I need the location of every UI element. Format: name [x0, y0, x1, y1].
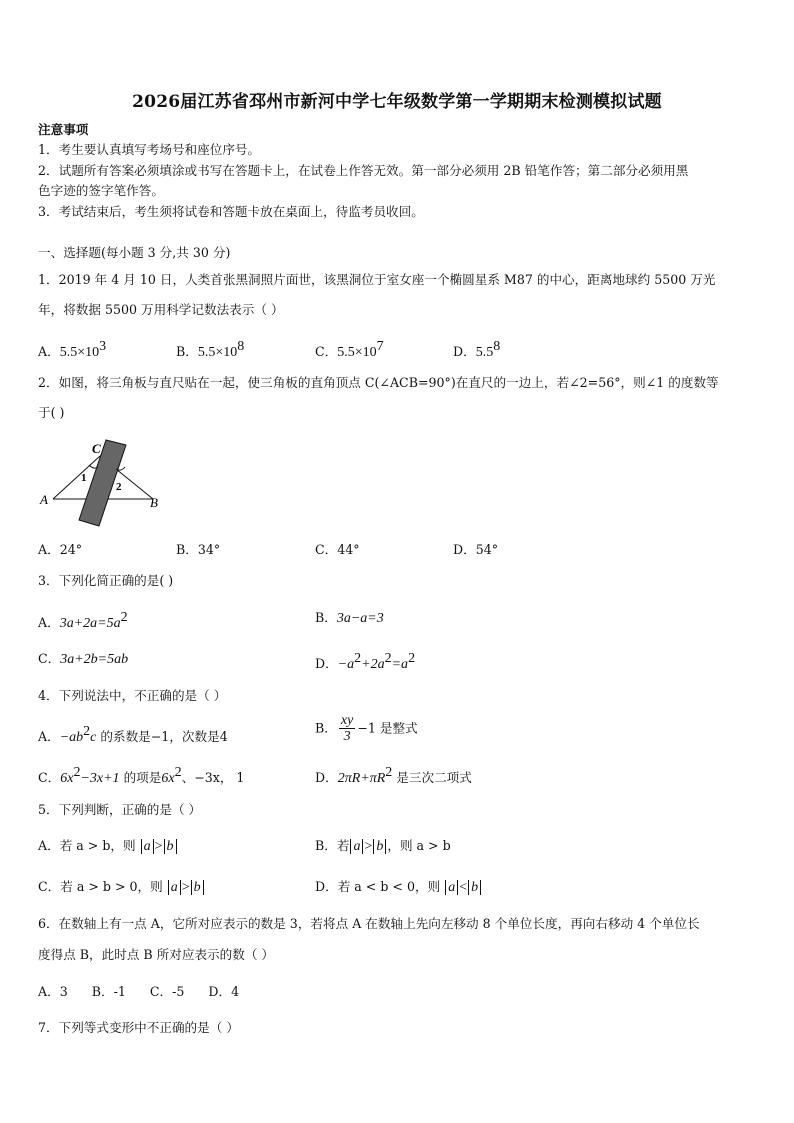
- notice-heading: 注意事项: [38, 122, 89, 137]
- label-c: C: [92, 441, 101, 456]
- section-heading: 一、选择题(每小题 3 分,共 30 分): [38, 245, 231, 260]
- angle-2-label: 2: [116, 481, 122, 493]
- q1-option-a: A．$5.5\times 10^3$: [38, 339, 107, 360]
- q1-option-c: C．$5.5\times 10^7$: [315, 339, 384, 360]
- q5-option-d: D．若 a < b < 0，则 a < b: [315, 878, 482, 897]
- q4-option-d: D．$2\pi R+\pi R^2$ 是三次二项式: [315, 765, 472, 786]
- question-1-stem-cont: 年，将数据 5500 万用科学记数法表示（ ）: [38, 302, 284, 317]
- q5-option-b: B．若 a > b ，则 a > b: [315, 838, 451, 854]
- q4-option-c: C．$6x^2-3x+1$ 的项是$6x^2$、−3x， 1: [38, 765, 245, 786]
- question-6-stem-cont: 度得点 B，此时点 B 所对应表示的数（ ）: [38, 947, 275, 962]
- question-2-stem: 2．如图，将三角板与直尺贴在一起，使三角板的直角顶点 C(∠ACB=90°)在直尺的一边上，若∠2=56°，则∠1 的度数等: [38, 375, 719, 390]
- label-b: B: [150, 495, 158, 510]
- question-4-stem: 4．下列说法中，不正确的是（ ）: [38, 688, 227, 703]
- angle-1-label: 1: [81, 472, 87, 484]
- page-title: 2026届江苏省邳州市新河中学七年级数学第一学期期末检测模拟试题: [132, 92, 662, 112]
- notice-item: 色字迹的签字笔作答。: [38, 183, 164, 198]
- question-2-stem-cont: 于( ): [38, 405, 65, 420]
- notice-item: 2．试题所有答案必须填涂或书写在答题卡上，在试卷上作答无效。第一部分必须用 2B 铅笔作答；第二部分必须用黑: [38, 163, 689, 178]
- question-7-stem: 7．下列等式变形中不正确的是（ ）: [38, 1020, 239, 1035]
- q3-option-b: B．3a−a=3: [315, 610, 384, 626]
- q2-option-d: D．54°: [453, 542, 499, 557]
- q5-option-a: A．若 a > b，则 a > b: [38, 837, 178, 856]
- q4-option-b: B． $\frac{xy}{3}$ −1 是整式: [315, 713, 418, 744]
- question-6-stem: 6．在数轴上有一点 A，它所对应表示的数是 3，若将点 A 在数轴上先向左移动 8 个单位长度，再向右移动 4 个单位长: [38, 916, 700, 931]
- notice-item: 3．考试结束后，考生须将试卷和答题卡放在桌面上，待监考员收回。: [38, 204, 424, 219]
- q3-option-d: D．$-a^2+2a^2=a^2$: [315, 651, 416, 672]
- q1-option-b: B．$5.5\times 10^8$: [176, 339, 245, 360]
- q2-option-b: B．34°: [176, 542, 221, 557]
- notice-item: 1．考生要认真填写考场号和座位序号。: [38, 142, 261, 157]
- q3-option-c: C．3a+2b=5ab: [38, 651, 129, 667]
- q3-option-a: A．$3a+2a=5a^2$: [38, 610, 128, 631]
- q2-option-a: A．24°: [38, 542, 83, 557]
- question-1-stem: 1．2019 年 4 月 10 日，人类首张黑洞照片面世，该黑洞位于室女座一个椭圆星系 M87 的中心，距离地球约 5500 万光: [38, 272, 716, 287]
- q1-option-d: D．$5.5^8$: [453, 339, 501, 360]
- triangle-ruler-figure: [36, 434, 166, 532]
- label-a: A: [40, 492, 48, 507]
- q5-option-c: C．若 a > b > 0，则 a > b: [38, 878, 205, 897]
- q4-option-a: A．$-ab^2c$ 的系数是−1，次数是4: [38, 724, 228, 745]
- q2-option-c: C．44°: [315, 542, 360, 557]
- question-5-stem: 5．下列判断，正确的是（ ）: [38, 802, 202, 817]
- question-3-stem: 3．下列化简正确的是( ): [38, 573, 174, 588]
- q6-options: A．3 B．-1 C．-5 D．4: [38, 984, 240, 999]
